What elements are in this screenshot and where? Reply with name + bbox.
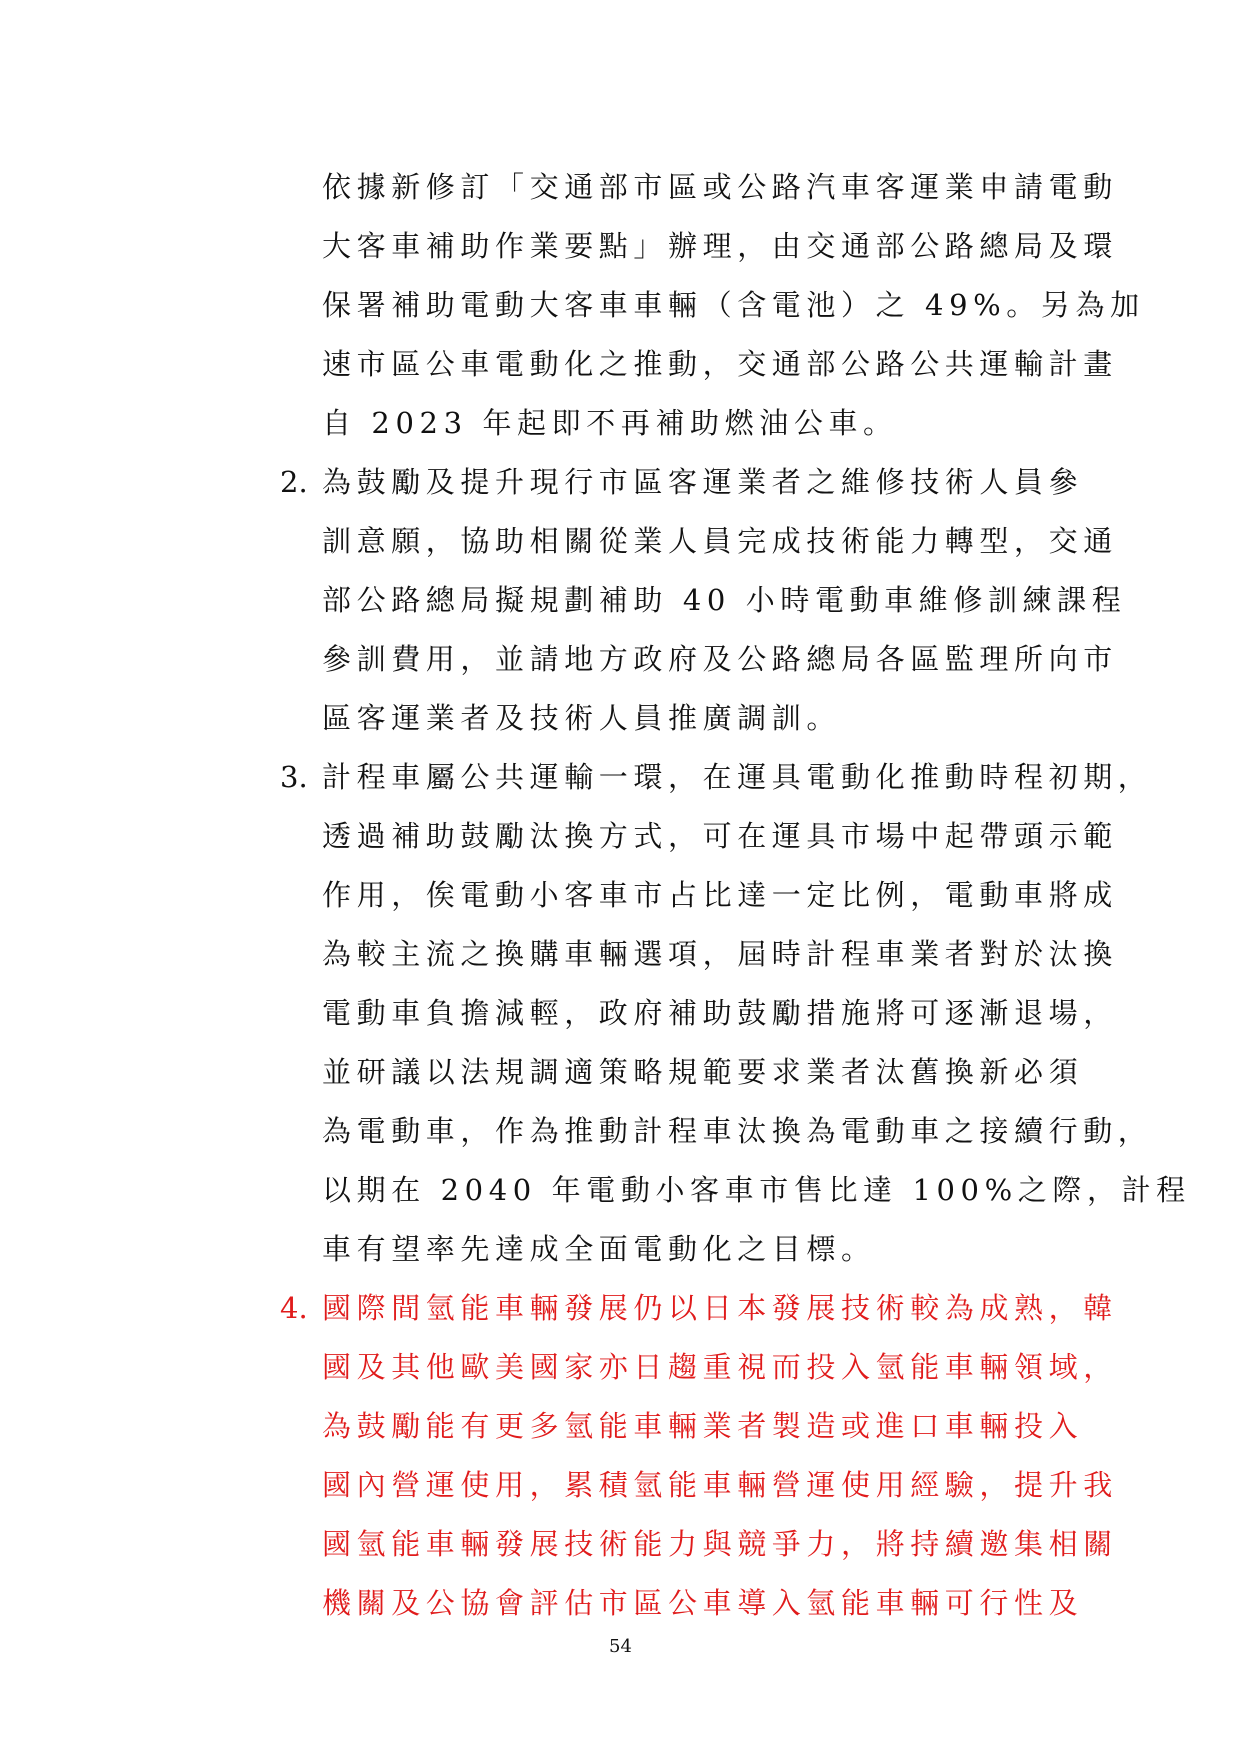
text-line: 訓意願，協助相關從業人員完成技術能力轉型，交通 <box>322 524 1118 558</box>
text-line: 區客運業者及技術人員推廣調訓。 <box>322 701 842 735</box>
text-line: 保署補助電動大客車車輛（含電池）之 49%。另為加 <box>322 288 1145 322</box>
text-line: 部公路總局擬規劃補助 40 小時電動車維修訓練課程 <box>322 583 1127 617</box>
text-line: 電動車負擔減輕，政府補助鼓勵措施將可逐漸退場， <box>322 996 1118 1030</box>
text-line: 計程車屬公共運輸一環，在運具電動化推動時程初期， <box>322 760 1153 794</box>
text-line: 國際間氫能車輛發展仍以日本發展技術較為成熟，韓 <box>322 1291 1118 1325</box>
text-line: 速市區公車電動化之推動，交通部公路公共運輸計畫 <box>322 347 1118 381</box>
document-body <box>280 158 1191 1633</box>
text-line: 透過補助鼓勵汰換方式，可在運具市場中起帶頭示範 <box>322 819 1118 853</box>
text-line: 自 2023 年起即不再補助燃油公車。 <box>322 406 898 440</box>
list-item-4 <box>280 1279 1118 1633</box>
item-number: 2. <box>280 465 308 499</box>
list-item-3 <box>280 748 1191 1279</box>
text-line: 為電動車，作為推動計程車汰換為電動車之接續行動， <box>322 1114 1153 1148</box>
text-line: 車有望率先達成全面電動化之目標。 <box>322 1232 876 1266</box>
text-line: 國氫能車輛發展技術能力與競爭力，將持續邀集相關 <box>322 1527 1118 1561</box>
text-line: 機關及公協會評估市區公車導入氫能車輛可行性及 <box>322 1586 1084 1620</box>
item-number: 4. <box>280 1291 308 1325</box>
text-line: 為鼓勵及提升現行市區客運業者之維修技術人員參 <box>322 465 1084 499</box>
text-line: 國內營運使用，累積氫能車輛營運使用經驗，提升我 <box>322 1468 1118 1502</box>
page-number: 54 <box>609 1636 632 1657</box>
text-line: 依據新修訂「交通部市區或公路汽車客運業申請電動 <box>322 170 1118 204</box>
item-number: 3. <box>280 760 308 794</box>
text-line: 國及其他歐美國家亦日趨重視而投入氫能車輛領域， <box>322 1350 1118 1384</box>
text-line: 為較主流之換購車輛選項，屆時計程車業者對於汰換 <box>322 937 1118 971</box>
text-line: 大客車補助作業要點」辦理，由交通部公路總局及環 <box>322 229 1118 263</box>
text-line: 並研議以法規調適策略規範要求業者汰舊換新必須 <box>322 1055 1084 1089</box>
text-line: 作用，俟電動小客車市占比達一定比例，電動車將成 <box>322 878 1118 912</box>
text-line: 參訓費用，並請地方政府及公路總局各區監理所向市 <box>322 642 1118 676</box>
continued-paragraph <box>322 158 1145 453</box>
text-line: 以期在 2040 年電動小客車市售比達 100%之際，計程 <box>322 1173 1191 1207</box>
list-item-2 <box>280 453 1127 748</box>
text-line: 為鼓勵能有更多氫能車輛業者製造或進口車輛投入 <box>322 1409 1084 1443</box>
